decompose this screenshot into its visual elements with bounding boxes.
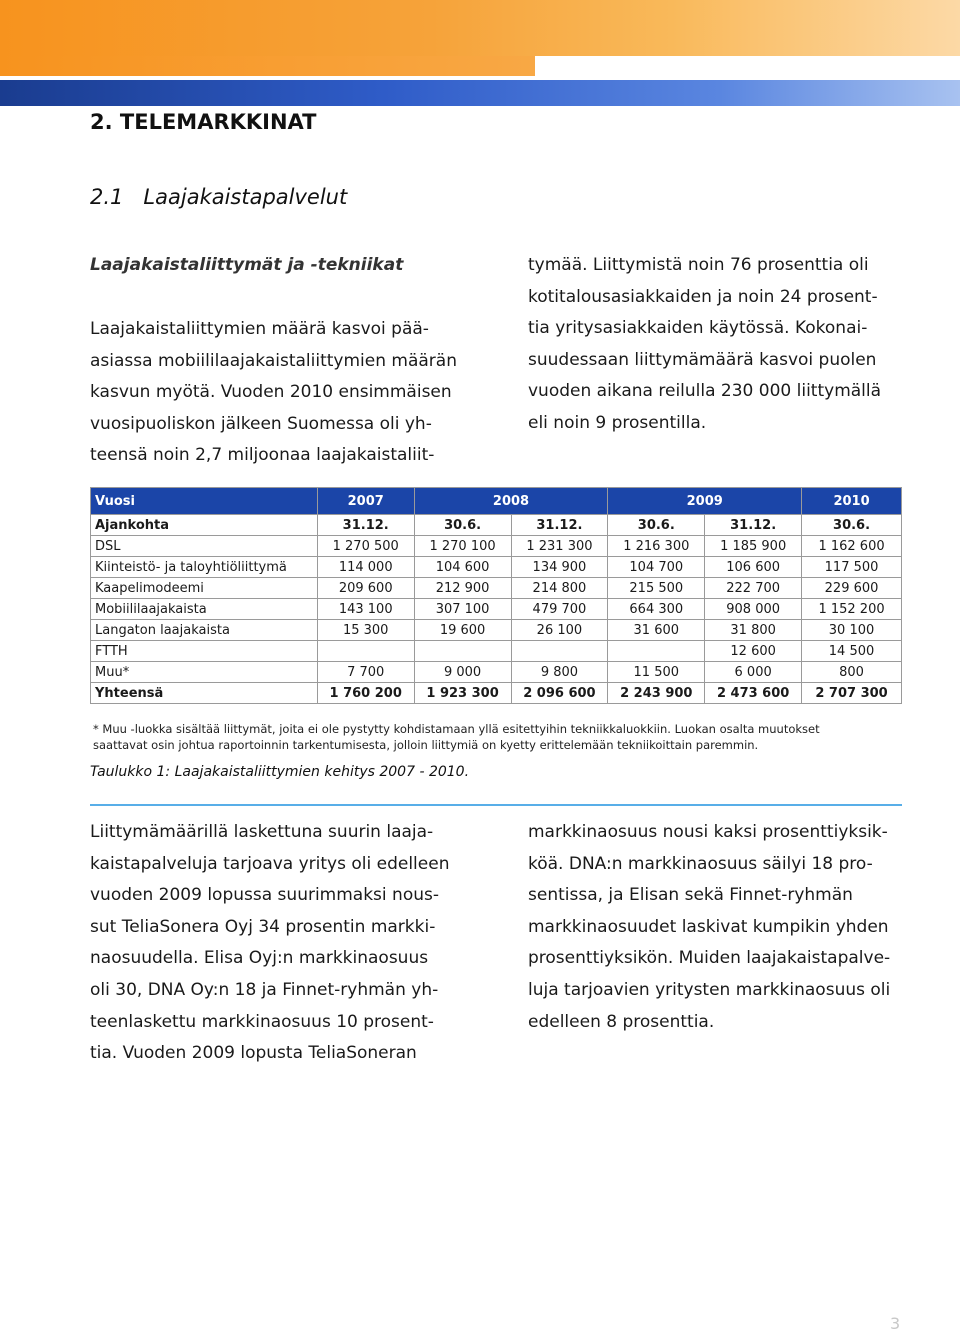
- row-label: DSL: [91, 536, 318, 557]
- table-cell: 209 600: [317, 578, 414, 599]
- row-label: Kaapelimodeemi: [91, 578, 318, 599]
- footnote-line: * Muu -luokka sisältää liittymät, joita ei ole pystytty kohdistamaan yllä esitettyihin tekniikkaluokkiin. Luokan osalta muutokset: [93, 722, 820, 736]
- table-row: [91, 578, 902, 599]
- table-cell: [414, 641, 511, 662]
- table-cell: 2 473 600: [705, 683, 802, 704]
- row-label: FTTH: [91, 641, 318, 662]
- row-label: Kiinteistö- ja taloyhtiöliittymä: [91, 557, 318, 578]
- table-cell: 31 800: [705, 620, 802, 641]
- row-label: Langaton laajakaista: [91, 620, 318, 641]
- table-cell: [608, 641, 705, 662]
- table-cell: 19 600: [414, 620, 511, 641]
- text-line: sentissa, ja Elisan sekä Finnet-ryhmän: [528, 885, 853, 906]
- table-row: [91, 599, 902, 620]
- table-cell: 2 243 900: [608, 683, 705, 704]
- table-cell: 1 923 300: [414, 683, 511, 704]
- table-year-header: [91, 488, 902, 515]
- text-line: eli noin 9 prosentilla.: [528, 412, 707, 433]
- table-header-cell: 30.6.: [802, 515, 902, 536]
- text-line: tia. Vuoden 2009 lopusta TeliaSoneran: [90, 1043, 417, 1064]
- total-label: Yhteensä: [91, 683, 318, 704]
- table-cell: 7 700: [317, 662, 414, 683]
- intro-left-column: [90, 314, 457, 472]
- table-cell: 30 100: [802, 620, 902, 641]
- table-cell: 134 900: [511, 557, 608, 578]
- table-cell: 222 700: [705, 578, 802, 599]
- market-left-column: [90, 817, 449, 1070]
- table-footnote: [93, 722, 820, 753]
- table-cell: 1 162 600: [802, 536, 902, 557]
- table-cell: 104 600: [414, 557, 511, 578]
- table-cell: 26 100: [511, 620, 608, 641]
- table-row: [91, 662, 902, 683]
- text-line: markkinaosuudet laskivat kumpikin yhden: [528, 916, 889, 937]
- text-line: Liittymämäärillä laskettuna suurin laaja-: [90, 822, 434, 842]
- broadband-table: [90, 487, 902, 704]
- table-cell: 212 900: [414, 578, 511, 599]
- text-line: teenlaskettu markkinaosuus 10 prosent-: [90, 1011, 434, 1032]
- market-right-column: [528, 817, 890, 1038]
- table-header-cell: 31.12.: [317, 515, 414, 536]
- table-cell: 14 500: [802, 641, 902, 662]
- intro-right-column: [528, 250, 881, 440]
- table-cell: 1 216 300: [608, 536, 705, 557]
- table-row: [91, 641, 902, 662]
- table-cell: 1 270 500: [317, 536, 414, 557]
- section-title: 2.1 Laajakaistapalvelut: [90, 185, 348, 209]
- table-cell: 15 300: [317, 620, 414, 641]
- table-header-cell: 31.12.: [705, 515, 802, 536]
- year-2008: 2008: [414, 488, 608, 515]
- text-line: asiassa mobiililaajakaistaliittymien määrän: [90, 350, 457, 371]
- table-cell: 114 000: [317, 557, 414, 578]
- text-line: edelleen 8 prosenttia.: [528, 1011, 715, 1032]
- table-cell: [511, 641, 608, 662]
- header-orange-band-lower: [0, 56, 535, 76]
- table-total-row: [91, 683, 902, 704]
- text-line: kasvun myötä. Vuoden 2010 ensimmäisen: [90, 382, 452, 403]
- text-line: tymää. Liittymistä noin 76 prosenttia oli: [528, 255, 869, 275]
- year-header-label: Vuosi: [91, 488, 318, 515]
- page-number: 3: [890, 1314, 901, 1333]
- table-date-header: [91, 515, 902, 536]
- text-line: tia yritysasiakkaiden käytössä. Kokonai-: [528, 318, 868, 339]
- text-line: kotitalousasiakkaiden ja noin 24 prosent-: [528, 286, 878, 307]
- table-cell: 664 300: [608, 599, 705, 620]
- text-line: kaistapalveluja tarjoava yritys oli edelleen: [90, 853, 450, 874]
- table-cell: 307 100: [414, 599, 511, 620]
- table-cell: 479 700: [511, 599, 608, 620]
- table-cell: 215 500: [608, 578, 705, 599]
- table-row: [91, 557, 902, 578]
- text-line: Laajakaistaliittymien määrä kasvoi pää-: [90, 319, 429, 339]
- text-line: suudessaan liittymämäärä kasvoi puolen: [528, 349, 877, 370]
- table-caption: Taulukko 1: Laajakaistaliittymien kehitys 2007 - 2010.: [90, 764, 470, 780]
- text-line: vuoden aikana reilulla 230 000 liittymällä: [528, 381, 882, 402]
- table-cell: 104 700: [608, 557, 705, 578]
- text-line: naosuudella. Elisa Oyj:n markkinaosuus: [90, 948, 429, 969]
- table-cell: 1 185 900: [705, 536, 802, 557]
- header-orange-band: [0, 0, 960, 56]
- table-cell: 9 000: [414, 662, 511, 683]
- table-cell: 6 000: [705, 662, 802, 683]
- text-line: luja tarjoavien yritysten markkinaosuus oli: [528, 979, 891, 1000]
- table-cell: 106 600: [705, 557, 802, 578]
- table-header-cell: 30.6.: [608, 515, 705, 536]
- table-cell: 11 500: [608, 662, 705, 683]
- table-cell: 1 270 100: [414, 536, 511, 557]
- table-cell: 1 760 200: [317, 683, 414, 704]
- table-header-cell: 31.12.: [511, 515, 608, 536]
- table-cell: 9 800: [511, 662, 608, 683]
- table-cell: 2 096 600: [511, 683, 608, 704]
- header-blue-band: [0, 80, 960, 106]
- footnote-line: saattavat osin johtua raportoinnin tarkentumisesta, jolloin liittymiä on kyetty erittelemään tekniikoittain paremmin.: [93, 737, 759, 752]
- table-cell: 229 600: [802, 578, 902, 599]
- row-label: Mobiililaajakaista: [91, 599, 318, 620]
- table-cell: 1 231 300: [511, 536, 608, 557]
- text-line: markkinaosuus nousi kaksi prosenttiyksik-: [528, 822, 888, 842]
- text-line: vuosipuoliskon jälkeen Suomessa oli yh-: [90, 413, 432, 434]
- table-row: [91, 536, 902, 557]
- date-header-label: Ajankohta: [91, 515, 318, 536]
- chapter-title: 2. TELEMARKKINAT: [90, 110, 317, 134]
- table-cell: 143 100: [317, 599, 414, 620]
- table-cell: 800: [802, 662, 902, 683]
- section-divider: [90, 804, 902, 806]
- year-2009: 2009: [608, 488, 802, 515]
- table-cell: 117 500: [802, 557, 902, 578]
- table-cell: 214 800: [511, 578, 608, 599]
- table-cell: 31 600: [608, 620, 705, 641]
- table-cell: 1 152 200: [802, 599, 902, 620]
- text-line: köä. DNA:n markkinaosuus säilyi 18 pro-: [528, 853, 873, 874]
- text-line: prosenttiyksikön. Muiden laajakaistapalve-: [528, 948, 891, 969]
- subsection-title: Laajakaistaliittymät ja -tekniikat: [90, 255, 404, 275]
- text-line: oli 30, DNA Oy:n 18 ja Finnet-ryhmän yh-: [90, 979, 439, 1000]
- row-label: Muu*: [91, 662, 318, 683]
- text-line: sut TeliaSonera Oyj 34 prosentin markki-: [90, 916, 436, 937]
- text-line: vuoden 2009 lopussa suurimmaksi nous-: [90, 885, 439, 906]
- table-cell: [317, 641, 414, 662]
- year-2010: 2010: [802, 488, 902, 515]
- table-cell: 12 600: [705, 641, 802, 662]
- text-line: teensä noin 2,7 miljoonaa laajakaistaliit-: [90, 445, 435, 466]
- header-notch: [535, 56, 960, 76]
- table-row: [91, 620, 902, 641]
- year-2007: 2007: [317, 488, 414, 515]
- table-header-cell: 30.6.: [414, 515, 511, 536]
- table-cell: 908 000: [705, 599, 802, 620]
- table-cell: 2 707 300: [802, 683, 902, 704]
